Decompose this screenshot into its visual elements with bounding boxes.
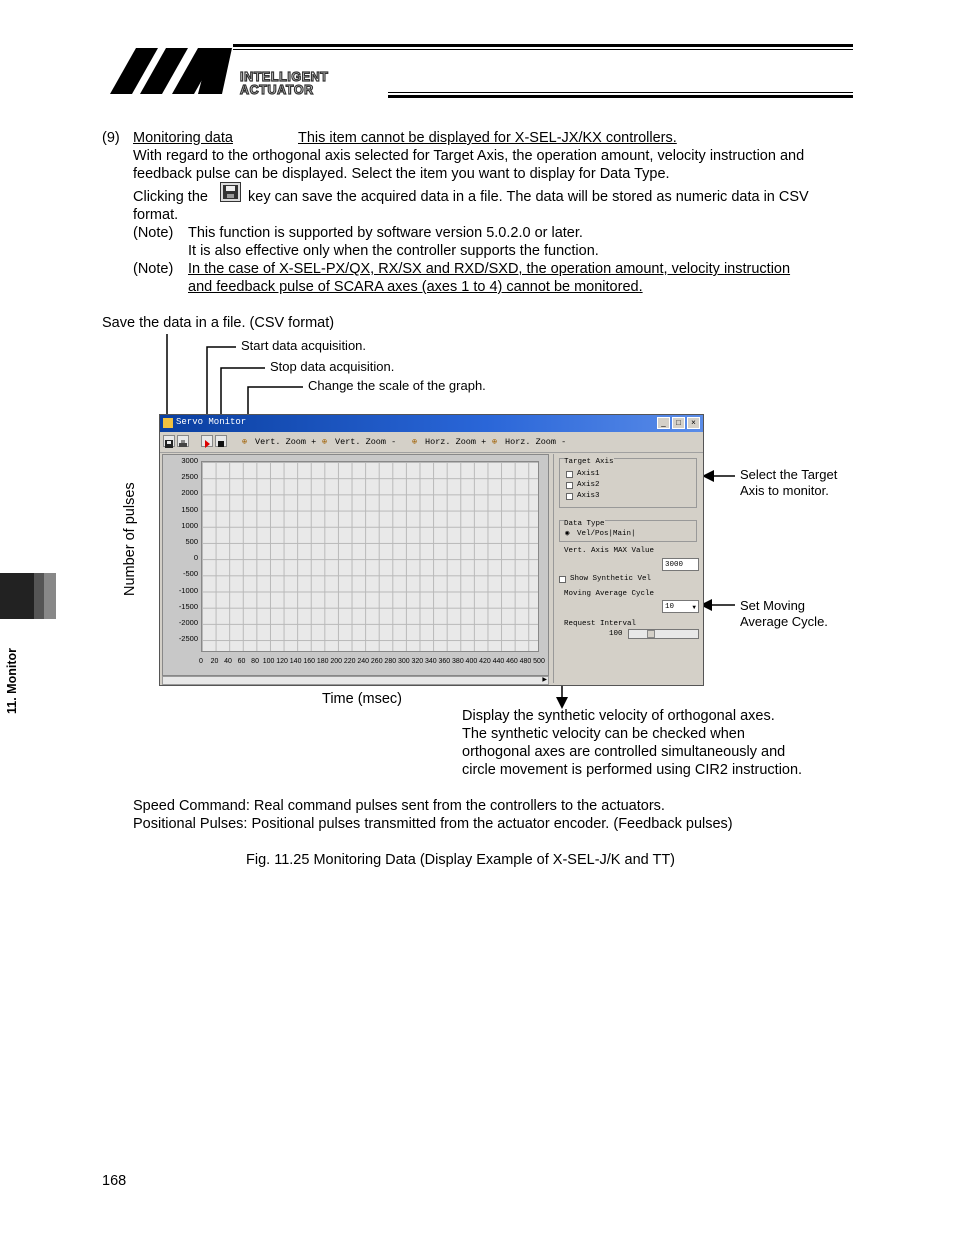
x-tick-label: 60 bbox=[237, 658, 246, 665]
x-tick-label: 320 bbox=[411, 658, 424, 665]
horizontal-scrollbar[interactable] bbox=[162, 676, 549, 685]
zoom-icon: ⊕ bbox=[242, 437, 248, 447]
dropdown-icon[interactable]: ▼ bbox=[692, 604, 696, 611]
show-synthetic-checkbox[interactable] bbox=[559, 576, 566, 583]
x-tick-label: 340 bbox=[424, 658, 437, 665]
data-type-value: Vel/Pos|Main| bbox=[577, 530, 636, 538]
label-save-file: Save the data in a file. (CSV format) bbox=[102, 315, 335, 331]
x-tick-label: 300 bbox=[397, 658, 410, 665]
x-tick-label: 120 bbox=[276, 658, 288, 665]
para2-prefix: Clicking the bbox=[133, 189, 208, 205]
legend-speed-command: Speed Command: Real command pulses sent from the controllers to the actuators. bbox=[133, 798, 665, 814]
y-tick-label: -1000 bbox=[178, 585, 198, 595]
x-axis-ticks bbox=[197, 658, 547, 668]
synthetic-line1: Display the synthetic velocity of orthogonal axes. bbox=[462, 708, 775, 724]
label-moving-1: Set Moving bbox=[740, 598, 806, 613]
x-tick-label: 460 bbox=[506, 658, 518, 665]
figure-caption: Fig. 11.25 Monitoring Data (Display Example of X-SEL-J/K and TT) bbox=[246, 852, 676, 868]
zoom-icon: ⊕ bbox=[322, 437, 328, 447]
max-value-text: 3000 bbox=[665, 561, 684, 569]
brand-line1: INTELLIGENT bbox=[240, 70, 329, 84]
axis2-checkbox[interactable] bbox=[566, 482, 573, 489]
y-tick-label: 2500 bbox=[181, 472, 198, 482]
label-target-1: Select the Target bbox=[740, 467, 838, 482]
note2-label: (Note) bbox=[133, 261, 174, 277]
moving-avg-label: Moving Average Cycle bbox=[564, 590, 655, 598]
vert-zoom-in-button[interactable]: Vert. Zoom + bbox=[255, 437, 317, 447]
target-axis-title: Target Axis bbox=[564, 458, 614, 466]
axis1-checkbox[interactable] bbox=[566, 471, 573, 478]
window-toolbar bbox=[160, 432, 703, 453]
zoom-icon: ⊕ bbox=[492, 437, 498, 447]
horz-zoom-in-button[interactable]: Horz. Zoom + bbox=[425, 437, 487, 447]
x-tick-label: 220 bbox=[343, 658, 356, 665]
synthetic-line4: circle movement is performed using CIR2 instruction. bbox=[462, 762, 803, 778]
radio-icon[interactable]: ◉ bbox=[565, 530, 570, 538]
data-type-group bbox=[559, 520, 697, 542]
graph-grid bbox=[201, 461, 539, 652]
para1-line2: feedback pulse can be displayed. Select the item you want to display for Data Type. bbox=[133, 166, 670, 182]
x-tick-label: 280 bbox=[384, 658, 397, 665]
note1-line1: This function is supported by software version 5.0.2.0 or later. bbox=[188, 225, 583, 241]
label-change-scale: Change the scale of the graph. bbox=[308, 378, 486, 393]
y-tick-label: 3000 bbox=[181, 456, 198, 465]
x-tick-label: 240 bbox=[357, 658, 370, 665]
item-title: Monitoring data bbox=[133, 130, 233, 146]
scroll-right-icon[interactable]: ▶ bbox=[542, 677, 547, 683]
note2-line1: In the case of X-SEL-PX/QX, RX/SX and RXD/SXD, the operation amount, velocity instruction bbox=[188, 261, 791, 277]
note1-line2: It is also effective only when the controller supports the function. bbox=[188, 243, 599, 259]
chapter-label: 11. Monitor bbox=[5, 648, 19, 714]
y-tick-label: 0 bbox=[193, 553, 198, 563]
window-titlebar[interactable] bbox=[160, 415, 703, 432]
x-tick-label: 400 bbox=[465, 658, 478, 665]
label-stop-acquisition: Stop data acquisition. bbox=[270, 359, 395, 374]
servo-monitor-window bbox=[159, 414, 704, 686]
y-tick-label: -2000 bbox=[178, 618, 198, 627]
moving-avg-text: 10 bbox=[665, 603, 675, 611]
para1-line1: With regard to the orthogonal axis selected for Target Axis, the operation amount, velocity instruction and bbox=[133, 148, 805, 164]
request-interval-value: 100 bbox=[609, 630, 623, 638]
window-title: Servo Monitor bbox=[176, 417, 247, 427]
x-tick-label: 20 bbox=[210, 658, 219, 665]
axis1-label: Axis1 bbox=[577, 470, 600, 478]
x-tick-label: 480 bbox=[519, 658, 532, 665]
max-value-input[interactable] bbox=[662, 558, 699, 571]
brand-line2: ACTUATOR bbox=[240, 83, 314, 97]
para2-suffix: key can save the acquired data in a file. The data will be stored as numeric data in CSV bbox=[248, 189, 809, 205]
y-tick-label: 1000 bbox=[181, 520, 198, 530]
y-tick-label: -500 bbox=[182, 569, 198, 579]
y-tick-label: -2500 bbox=[178, 634, 198, 644]
start-icon[interactable] bbox=[201, 435, 213, 447]
request-interval-slider[interactable] bbox=[628, 629, 699, 639]
request-interval-label: Request Interval bbox=[564, 620, 637, 628]
close-button[interactable]: × bbox=[687, 417, 700, 429]
slider-thumb[interactable] bbox=[647, 630, 655, 638]
x-tick-label: 500 bbox=[533, 658, 545, 665]
item-number: (9) bbox=[102, 130, 120, 146]
x-tick-label: 140 bbox=[289, 658, 302, 665]
note2-line2: and feedback pulse of SCARA axes (axes 1 to 4) cannot be monitored. bbox=[188, 279, 643, 295]
x-tick-label: 440 bbox=[492, 658, 505, 665]
x-tick-label: 40 bbox=[224, 658, 232, 665]
x-tick-label: 260 bbox=[370, 658, 383, 665]
note1-label: (Note) bbox=[133, 225, 174, 241]
show-synthetic-label: Show Synthetic Vel bbox=[570, 575, 652, 583]
x-tick-label: 420 bbox=[479, 658, 491, 665]
x-tick-label: 100 bbox=[262, 658, 275, 665]
para2-line2: format. bbox=[133, 207, 179, 223]
synthetic-line3: orthogonal axes are controlled simultaneously and bbox=[462, 744, 786, 760]
settings-panel bbox=[553, 454, 702, 683]
y-tick-label: -1500 bbox=[178, 601, 198, 611]
x-tick-label: 380 bbox=[452, 658, 464, 665]
x-tick-label: 80 bbox=[251, 658, 259, 665]
stop-icon[interactable] bbox=[215, 435, 227, 447]
zoom-icon: ⊕ bbox=[412, 437, 418, 447]
save-icon[interactable] bbox=[163, 435, 175, 447]
page-number: 168 bbox=[102, 1173, 127, 1189]
label-moving-2: Average Cycle. bbox=[740, 614, 828, 629]
label-target-2: Axis to monitor. bbox=[740, 483, 829, 498]
data-type-title: Data Type bbox=[564, 520, 605, 528]
x-tick-label: 0 bbox=[199, 658, 203, 665]
x-axis-label: Time (msec) bbox=[322, 691, 403, 707]
legend-positional-pulses: Positional Pulses: Positional pulses transmitted from the actuator encoder. (Feedback pulses) bbox=[133, 816, 733, 832]
x-tick-label: 180 bbox=[316, 658, 329, 665]
axis3-label: Axis3 bbox=[577, 492, 600, 500]
label-start-acquisition: Start data acquisition. bbox=[241, 338, 367, 353]
max-value-label: Vert. Axis MAX Value bbox=[564, 547, 655, 555]
horz-zoom-out-button[interactable]: Horz. Zoom - bbox=[505, 437, 567, 447]
axis3-checkbox[interactable] bbox=[566, 493, 573, 500]
y-tick-label: 1500 bbox=[181, 504, 198, 514]
moving-avg-select[interactable] bbox=[662, 600, 699, 613]
item-note: This item cannot be displayed for X-SEL-JX/KX controllers. bbox=[298, 130, 677, 146]
graph-area bbox=[162, 454, 549, 676]
y-tick-label: 500 bbox=[185, 537, 198, 546]
x-tick-label: 200 bbox=[330, 658, 343, 665]
app-icon bbox=[163, 418, 173, 428]
x-tick-label: 360 bbox=[438, 658, 451, 665]
print-icon[interactable] bbox=[177, 435, 189, 447]
synthetic-line2: The synthetic velocity can be checked when bbox=[462, 726, 745, 742]
axis2-label: Axis2 bbox=[577, 481, 600, 489]
x-tick-label: 160 bbox=[303, 658, 315, 665]
target-axis-group bbox=[559, 458, 697, 508]
y-tick-label: 2000 bbox=[181, 488, 198, 498]
maximize-button[interactable]: □ bbox=[672, 417, 685, 429]
y-axis-label: Number of pulses bbox=[122, 482, 138, 596]
minimize-button[interactable]: _ bbox=[657, 417, 670, 429]
vert-zoom-out-button[interactable]: Vert. Zoom - bbox=[335, 437, 397, 447]
